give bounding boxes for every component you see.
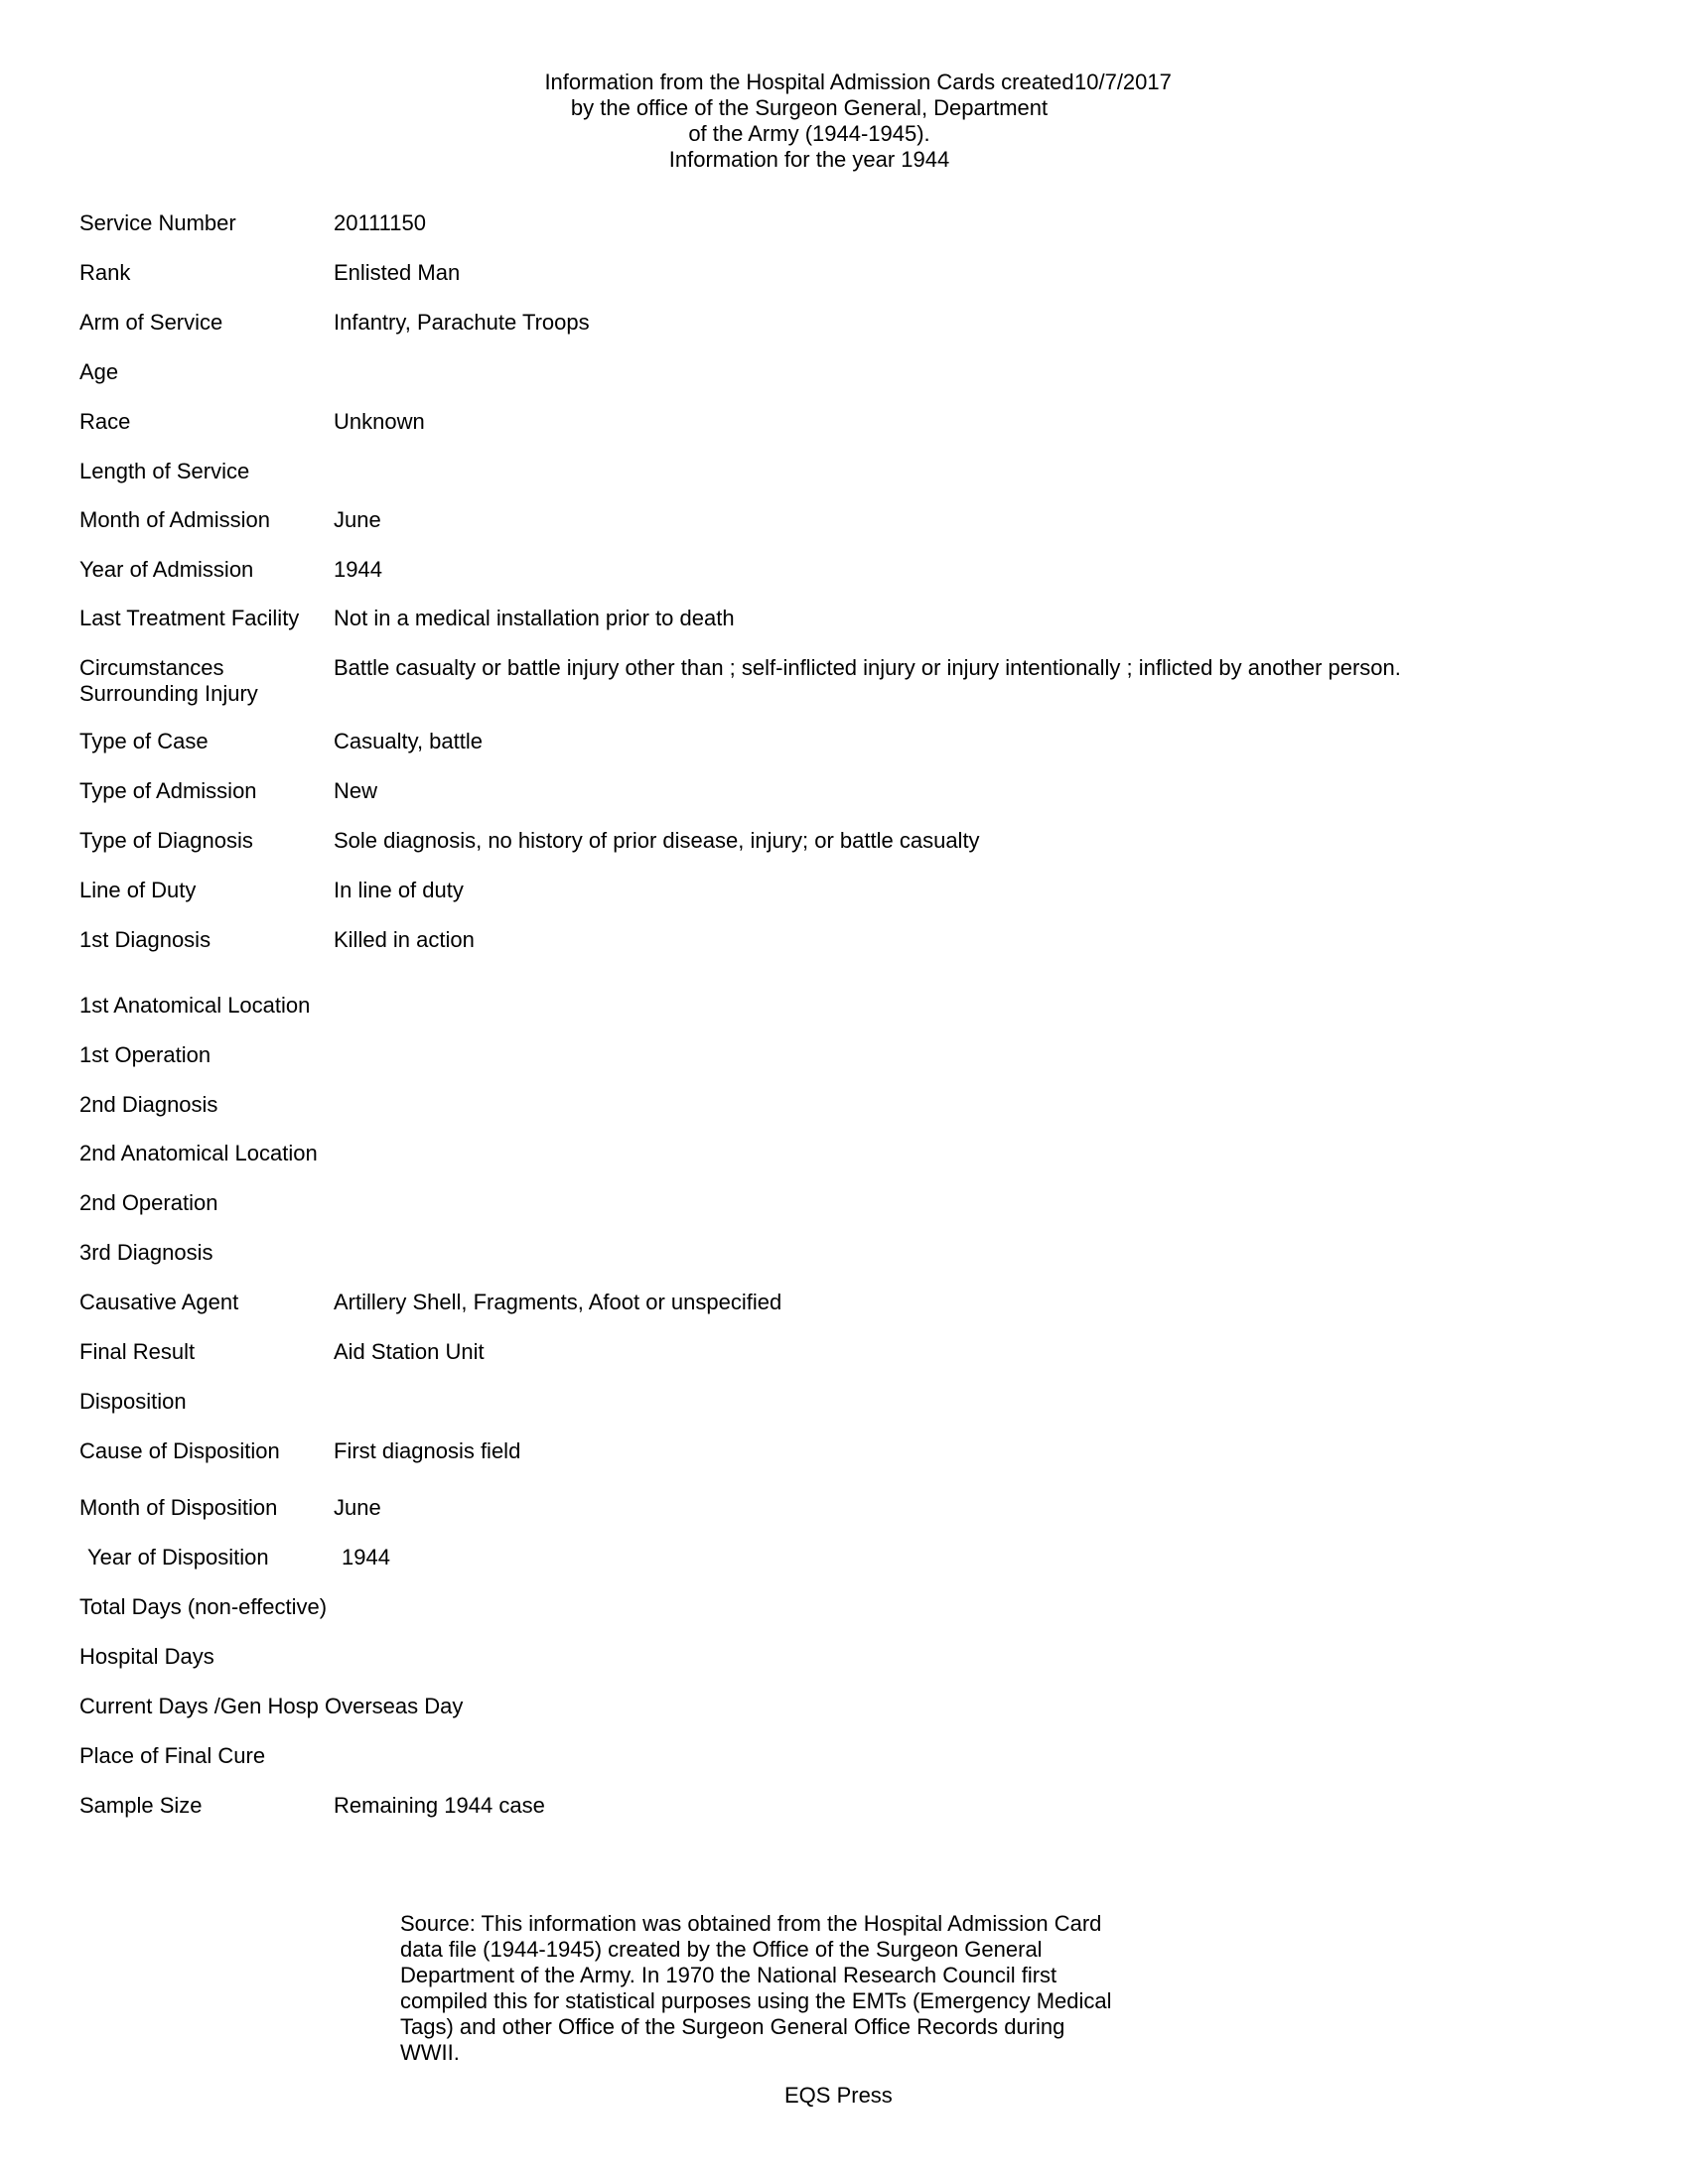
source-line: compiled this for statistical purposes using the EMTs (Emergency Medical (400, 1988, 1112, 2013)
header-line: by the office of the Surgeon General, Department (570, 95, 1049, 120)
field-value: Casualty, battle (334, 729, 484, 753)
field-value: Enlisted Man (334, 260, 461, 285)
field-label: Month of Disposition (79, 1495, 278, 1520)
field-label: Current Days /Gen Hosp Overseas Day (79, 1694, 464, 1718)
field-label: Line of Duty (79, 878, 197, 902)
field-label: Causative Agent (79, 1290, 239, 1314)
field-label: 1st Diagnosis (79, 927, 211, 952)
field-label: Service Number (79, 210, 236, 235)
field-value: Aid Station Unit (334, 1339, 485, 1364)
document-date: 10/7/2017 (1074, 69, 1172, 94)
field-value: Battle casualty or battle injury other than ; self-inflicted injury or injury intentionally ; inflicted by another person. (334, 655, 1401, 680)
field-value: Not in a medical installation prior to death (334, 606, 735, 630)
field-label: 3rd Diagnosis (79, 1240, 213, 1265)
field-label: Race (79, 409, 131, 434)
field-value: Sole diagnosis, no history of prior disease, injury; or battle casualty (334, 828, 980, 853)
field-value: Infantry, Parachute Troops (334, 310, 590, 335)
field-label: Year of Disposition (87, 1545, 269, 1570)
source-line: Tags) and other Office of the Surgeon General Office Records during (400, 2014, 1065, 2039)
field-value: New (334, 778, 378, 803)
source-line: WWII. (400, 2040, 460, 2065)
field-label: Type of Case (79, 729, 209, 753)
field-label: Disposition (79, 1389, 187, 1414)
field-label: Rank (79, 260, 131, 285)
field-value: 20111150 (334, 210, 426, 235)
field-value: Artillery Shell, Fragments, Afoot or unspecified (334, 1290, 782, 1314)
field-value: In line of duty (334, 878, 464, 902)
source-line: data file (1944-1945) created by the Office of the Surgeon General (400, 1937, 1043, 1962)
field-value: First diagnosis field (334, 1438, 521, 1463)
field-label: Type of Admission (79, 778, 257, 803)
field-label: Month of Admission (79, 507, 270, 532)
field-value: June (334, 507, 381, 532)
field-value: 1944 (334, 557, 382, 582)
field-value: 1944 (342, 1545, 390, 1570)
field-label: Sample Size (79, 1793, 203, 1818)
field-label: Hospital Days (79, 1644, 214, 1669)
header-line: Information for the year 1944 (668, 147, 950, 172)
field-label: Cause of Disposition (79, 1438, 280, 1463)
header-line: of the Army (1944-1945). (688, 121, 930, 146)
field-value: Remaining 1944 case (334, 1793, 545, 1818)
field-value: June (334, 1495, 381, 1520)
field-label: Circumstances Surrounding Injury (79, 655, 258, 706)
field-label: 1st Operation (79, 1042, 211, 1067)
field-label: Place of Final Cure (79, 1743, 266, 1768)
field-label: Age (79, 359, 119, 384)
field-value: Unknown (334, 409, 425, 434)
field-label: Length of Service (79, 459, 250, 483)
source-line: Department of the Army. In 1970 the National Research Council first (400, 1963, 1057, 1987)
field-label: Year of Admission (79, 557, 254, 582)
source-note (400, 1911, 1155, 2066)
field-label: Type of Diagnosis (79, 828, 253, 853)
field-label: Final Result (79, 1339, 196, 1364)
field-label: 2nd Diagnosis (79, 1092, 218, 1117)
publisher-name: EQS Press (784, 2083, 893, 2108)
field-label: 2nd Anatomical Location (79, 1141, 318, 1165)
field-label: 1st Anatomical Location (79, 993, 311, 1018)
source-line: Source: This information was obtained from the Hospital Admission Card (400, 1911, 1102, 1936)
field-label: Arm of Service (79, 310, 223, 335)
field-label: 2nd Operation (79, 1190, 218, 1215)
field-label: Total Days (non-effective) (79, 1594, 328, 1619)
field-value: Killed in action (334, 927, 475, 952)
header-line: Information from the Hospital Admission Cards created (544, 69, 1074, 94)
field-label: Last Treatment Facility (79, 606, 300, 630)
